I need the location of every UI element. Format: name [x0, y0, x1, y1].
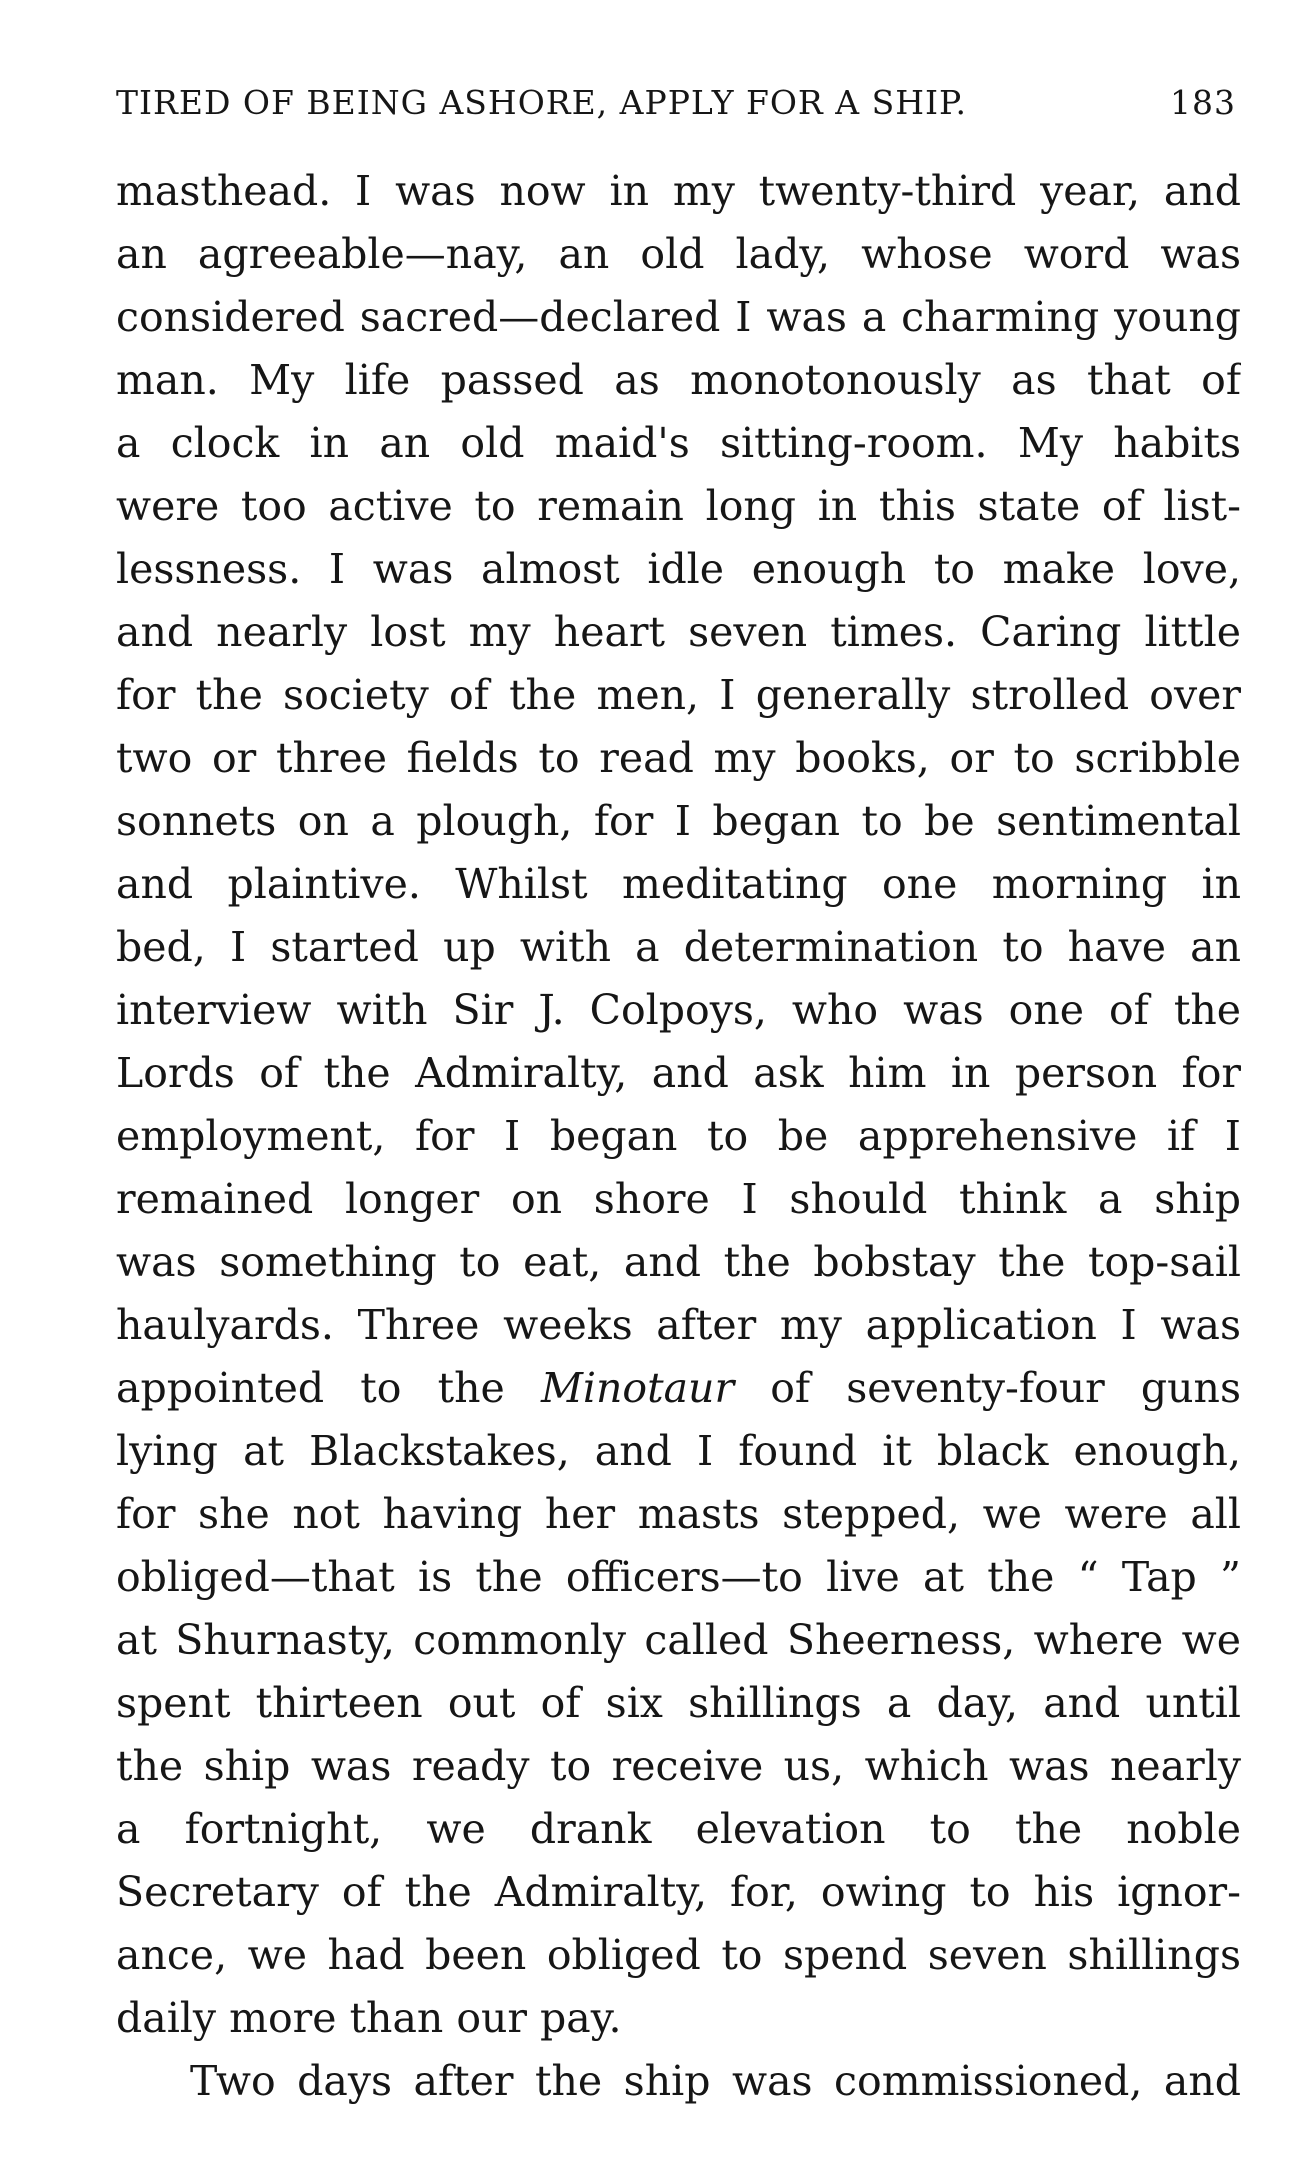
text-line: and plaintive. Whilst meditating one morning in: [116, 860, 1241, 908]
running-title: TIRED OF BEING ASHORE, APPLY FOR A SHIP.: [116, 83, 968, 122]
text-line: considered sacred—declared I was a charming young: [116, 293, 1241, 341]
paragraph: [116, 2050, 1241, 2113]
text-line: the ship was ready to receive us, which was nearly: [116, 1742, 1241, 1790]
ship-name: Minotaur: [540, 1364, 735, 1412]
text-line: remained longer on shore I should think a ship: [116, 1175, 1241, 1223]
text-line: were too active to remain long in this state of list-: [116, 482, 1241, 530]
text-line: Secretary of the Admiralty, for, owing to his ignor-: [116, 1868, 1241, 1916]
text-line: sonnets on a plough, for I began to be sentimental: [116, 797, 1241, 845]
text-line: for the society of the men, I generally strolled over: [116, 671, 1241, 719]
text-line: masthead. I was now in my twenty-third year, and: [116, 167, 1241, 215]
text-line: ance, we had been obliged to spend seven shillings: [116, 1931, 1241, 1979]
text-line: at Shurnasty, commonly called Sheerness, where we: [116, 1616, 1241, 1664]
text-line: interview with Sir J. Colpoys, who was one of the: [116, 986, 1241, 1034]
text-line: bed, I started up with a determination to have an: [116, 923, 1241, 971]
text-line: a fortnight, we drank elevation to the noble: [116, 1805, 1241, 1853]
text-line: a clock in an old maid's sitting-room. My habits: [116, 419, 1241, 467]
text-line: was something to eat, and the bobstay the top-sail: [116, 1238, 1241, 1286]
text-fragment: appointed to the: [116, 1364, 541, 1412]
running-head: [116, 78, 1236, 128]
text-line: spent thirteen out of six shillings a day, and until: [116, 1679, 1241, 1727]
text-line: employment, for I began to be apprehensive if I: [116, 1112, 1241, 1160]
text-line-ship-name: [116, 1357, 1241, 1420]
text-line: obliged—that is the officers—to live at the “ Tap ”: [116, 1553, 1241, 1601]
text-line: Lords of the Admiralty, and ask him in person for: [116, 1049, 1241, 1097]
text-line: for she not having her masts stepped, we were all: [116, 1490, 1241, 1538]
text-line: two or three fields to read my books, or to scribble: [116, 734, 1241, 782]
text-fragment: of seventy-four guns: [734, 1364, 1241, 1412]
text-line: Two days after the ship was commissioned, and: [190, 2057, 1241, 2105]
text-line: daily more than our pay.: [116, 1994, 622, 2042]
text-line: and nearly lost my heart seven times. Caring little: [116, 608, 1241, 656]
text-line: an agreeable—nay, an old lady, whose word was: [116, 230, 1241, 278]
body-text: [116, 160, 1241, 2113]
text-line: lying at Blackstakes, and I found it black enough,: [116, 1427, 1241, 1475]
page-number: 183: [1170, 83, 1236, 122]
text-line: man. My life passed as monotonously as that of: [116, 356, 1241, 404]
text-line: lessness. I was almost idle enough to make love,: [116, 545, 1241, 593]
text-line: haulyards. Three weeks after my application I was: [116, 1301, 1241, 1349]
paragraph: [116, 160, 1241, 2050]
